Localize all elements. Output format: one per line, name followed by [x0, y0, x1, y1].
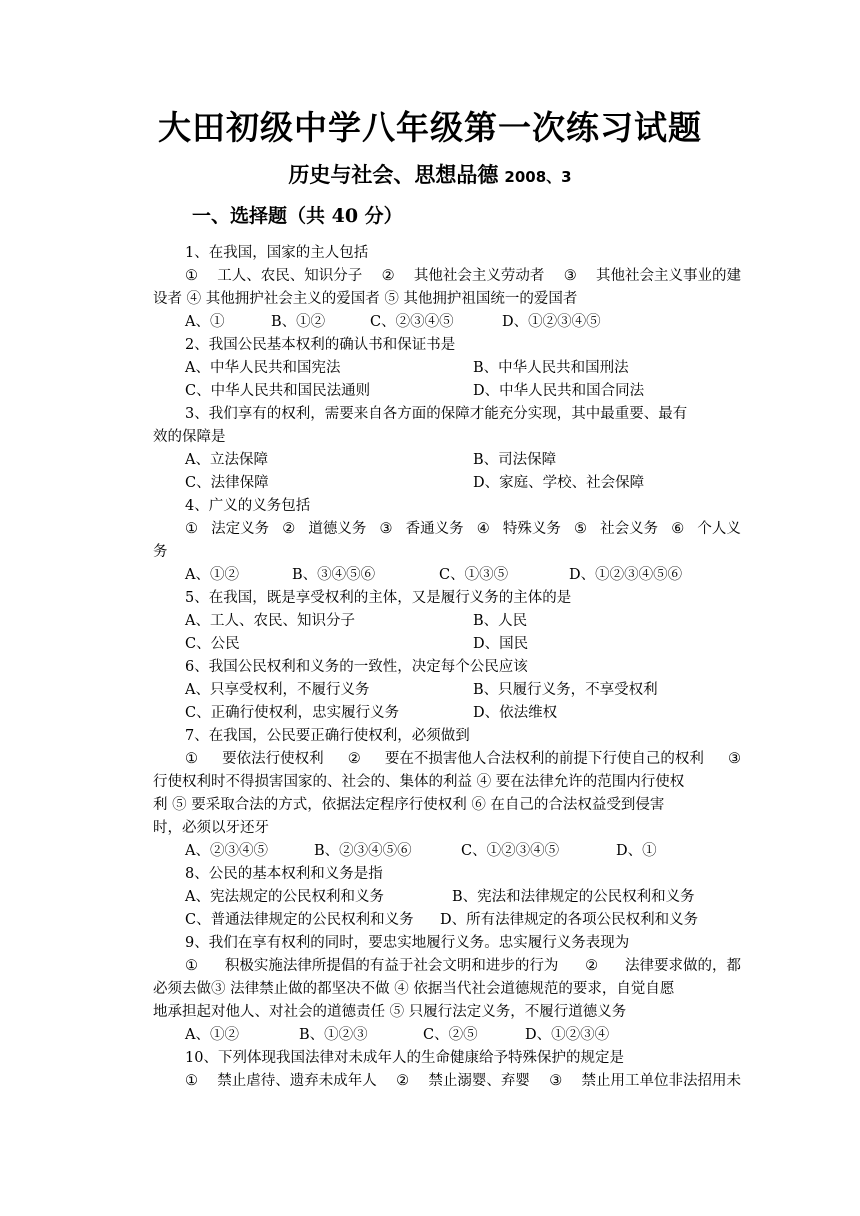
q5-option-a: A、工人、农民、知识分子 [185, 613, 355, 629]
q10-item-text-2: 禁止溺婴、弃婴 [428, 1073, 530, 1089]
q3-option-a: A、立法保障 [185, 452, 268, 468]
question-4-items-line-2: 务 [153, 544, 168, 560]
q9-option-c: C、②⑤ [423, 1027, 478, 1043]
q1-item-mark-3: ③ [563, 268, 577, 284]
q8-option-b: B、宪法和法律规定的公民权利和义务 [452, 889, 695, 905]
question-7-line-2: 行使权利时不得损害国家的、社会的、集体的利益 ④ 要在法律允许的范围内行使权 [153, 774, 685, 790]
q2-option-a: A、中华人民共和国宪法 [185, 360, 341, 376]
q7-item-mark-2: ② [347, 751, 361, 767]
q9-item-mark-2: ② [585, 958, 599, 974]
q10-item-mark-1: ① [185, 1073, 198, 1089]
q6-option-c: C、正确行使权利，忠实履行义务 [185, 705, 400, 721]
q6-option-b: B、只履行义务，不享受权利 [473, 682, 658, 698]
question-9-line-2: 必须去做③ 法律禁止做的都坚决不做 ④ 依据当代社会道德规范的要求，自觉自愿 [153, 981, 675, 997]
q1-item-text-3: 其他社会主义事业的建 [595, 268, 741, 284]
q7-option-b: B、②③④⑤⑥ [314, 843, 412, 859]
question-4-items-line-1 [185, 518, 741, 540]
q9-item-mark-1: ① [185, 958, 198, 974]
q1-option-b: B、①② [271, 314, 326, 330]
q4-item-mark-6: ⑥ [671, 521, 685, 537]
q4-item-text-1: 法定义务 [211, 521, 270, 537]
q7-item-mark-3: ③ [728, 751, 741, 767]
q4-option-d: D、①②③④⑤⑥ [569, 567, 683, 583]
q4-item-mark-4: ④ [476, 521, 490, 537]
q10-item-text-1: 禁止虐待、遗弃未成年人 [217, 1073, 377, 1089]
q4-item-text-2: 道德义务 [308, 521, 367, 537]
question-7: 7、在我国，公民要正确行使权利，必须做到 [185, 728, 470, 744]
q2-option-c: C、中华人民共和国民法通则 [185, 383, 371, 399]
q7-item-text-2: 要在不损害他人合法权利的前提下行使自己的权利 [384, 751, 704, 767]
q1-item-text-1: 工人、农民、知识分子 [217, 268, 363, 284]
q1-item-mark-1: ① [185, 268, 198, 284]
q4-item-mark-3: ③ [379, 521, 393, 537]
question-1-items-line-2: 设者 ④ 其他拥护社会主义的爱国者 ⑤ 其他拥护祖国统一的爱国者 [153, 291, 578, 307]
question-2: 2、我国公民基本权利的确认书和保证书是 [185, 337, 456, 353]
q3-option-c: C、法律保障 [185, 475, 269, 491]
q2-option-b: B、中华人民共和国刑法 [473, 360, 629, 376]
q9-option-d: D、①②③④ [525, 1027, 610, 1043]
q7-item-mark-1: ① [185, 751, 198, 767]
q7-option-c: C、①②③④⑤ [461, 843, 560, 859]
q4-option-c: C、①③⑤ [439, 567, 509, 583]
q1-item-mark-2: ② [381, 268, 395, 284]
subject-label: 历史与社会、思想品德 [288, 162, 499, 187]
q6-option-d: D、依法维权 [473, 705, 558, 721]
q7-option-a: A、②③④⑤ [185, 843, 268, 859]
question-9-line-3: 地承担起对他人、对社会的道德责任 ⑤ 只履行法定义务，不履行道德义务 [153, 1004, 627, 1020]
q4-item-text-5: 社会义务 [600, 521, 659, 537]
question-5: 5、在我国，既是享受权利的主体，又是履行义务的主体的是 [185, 590, 572, 606]
q5-option-d: D、国民 [473, 636, 529, 652]
question-1-items-line-1 [185, 265, 741, 287]
q5-option-c: C、公民 [185, 636, 240, 652]
q5-option-b: B、人民 [473, 613, 528, 629]
q4-item-text-4: 特殊义务 [502, 521, 561, 537]
question-8: 8、公民的基本权利和义务是指 [185, 866, 383, 882]
q9-option-a: A、①② [185, 1027, 239, 1043]
q8-option-d: D、所有法律规定的各项公民权利和义务 [440, 912, 699, 928]
q4-item-mark-1: ① [185, 521, 198, 537]
exam-date: 2008、3 [504, 168, 572, 186]
q4-item-text-6: 个人义 [697, 521, 741, 537]
question-10-line-1 [185, 1070, 741, 1092]
q1-option-c: C、②③④⑤ [370, 314, 454, 330]
question-9: 9、我们在享有权利的同时，要忠实地履行义务。忠实履行义务表现为 [185, 935, 630, 951]
q1-item-text-2: 其他社会主义劳动者 [413, 268, 545, 284]
q4-item-text-3: 香通义务 [405, 521, 464, 537]
q7-item-text-1: 要依法行使权利 [222, 751, 324, 767]
question-3-line-1: 3、我们享有的权利，需要来自各方面的保障才能充分实现，其中最重要、最有 [185, 406, 688, 422]
exam-subtitle [0, 158, 860, 194]
question-7-line-1 [185, 748, 741, 770]
q6-option-a: A、只享受权利，不履行义务 [185, 682, 370, 698]
question-3-line-2: 效的保障是 [153, 429, 226, 445]
question-6: 6、我国公民权利和义务的一致性，决定每个公民应该 [185, 659, 528, 675]
q7-option-d: D、① [616, 843, 657, 859]
q4-option-b: B、③④⑤⑥ [292, 567, 376, 583]
q2-option-d: D、中华人民共和国合同法 [473, 383, 645, 399]
question-7-line-4: 时，必须以牙还牙 [153, 820, 269, 836]
section-heading: 一、选择题（共 40 分） [192, 205, 403, 227]
q3-option-d: D、家庭、学校、社会保障 [473, 475, 645, 491]
q4-item-mark-5: ⑤ [574, 521, 587, 537]
question-1: 1、在我国，国家的主人包括 [185, 245, 369, 261]
question-7-line-3: 利 ⑤ 要采取合法的方式，依据法定程序行使权利 ⑥ 在自己的合法权益受到侵害 [153, 797, 665, 813]
q10-item-text-3: 禁止用工单位非法招用未 [581, 1073, 741, 1089]
q4-option-a: A、①② [185, 567, 239, 583]
q10-item-mark-2: ② [396, 1073, 410, 1089]
q9-option-b: B、①②③ [299, 1027, 368, 1043]
q1-option-a: A、① [185, 314, 225, 330]
q10-item-mark-3: ③ [549, 1073, 563, 1089]
q3-option-b: B、司法保障 [473, 452, 557, 468]
q8-option-a: A、宪法规定的公民权利和义务 [185, 889, 384, 905]
q1-option-d: D、①②③④⑤ [502, 314, 601, 330]
question-10: 10、下列体现我国法律对未成年人的生命健康给予特殊保护的规定是 [185, 1050, 624, 1066]
q4-item-mark-2: ② [282, 521, 296, 537]
q9-item-text-2: 法律要求做的，都 [624, 958, 741, 974]
q8-option-c: C、普通法律规定的公民权利和义务 [185, 912, 414, 928]
q9-item-text-1: 积极实施法律所提倡的有益于社会文明和进步的行为 [224, 958, 559, 974]
exam-title: 大田初级中学八年级第一次练习试题 [158, 108, 702, 147]
question-4: 4、广义的义务包括 [185, 498, 311, 514]
question-9-line-1 [185, 955, 741, 977]
